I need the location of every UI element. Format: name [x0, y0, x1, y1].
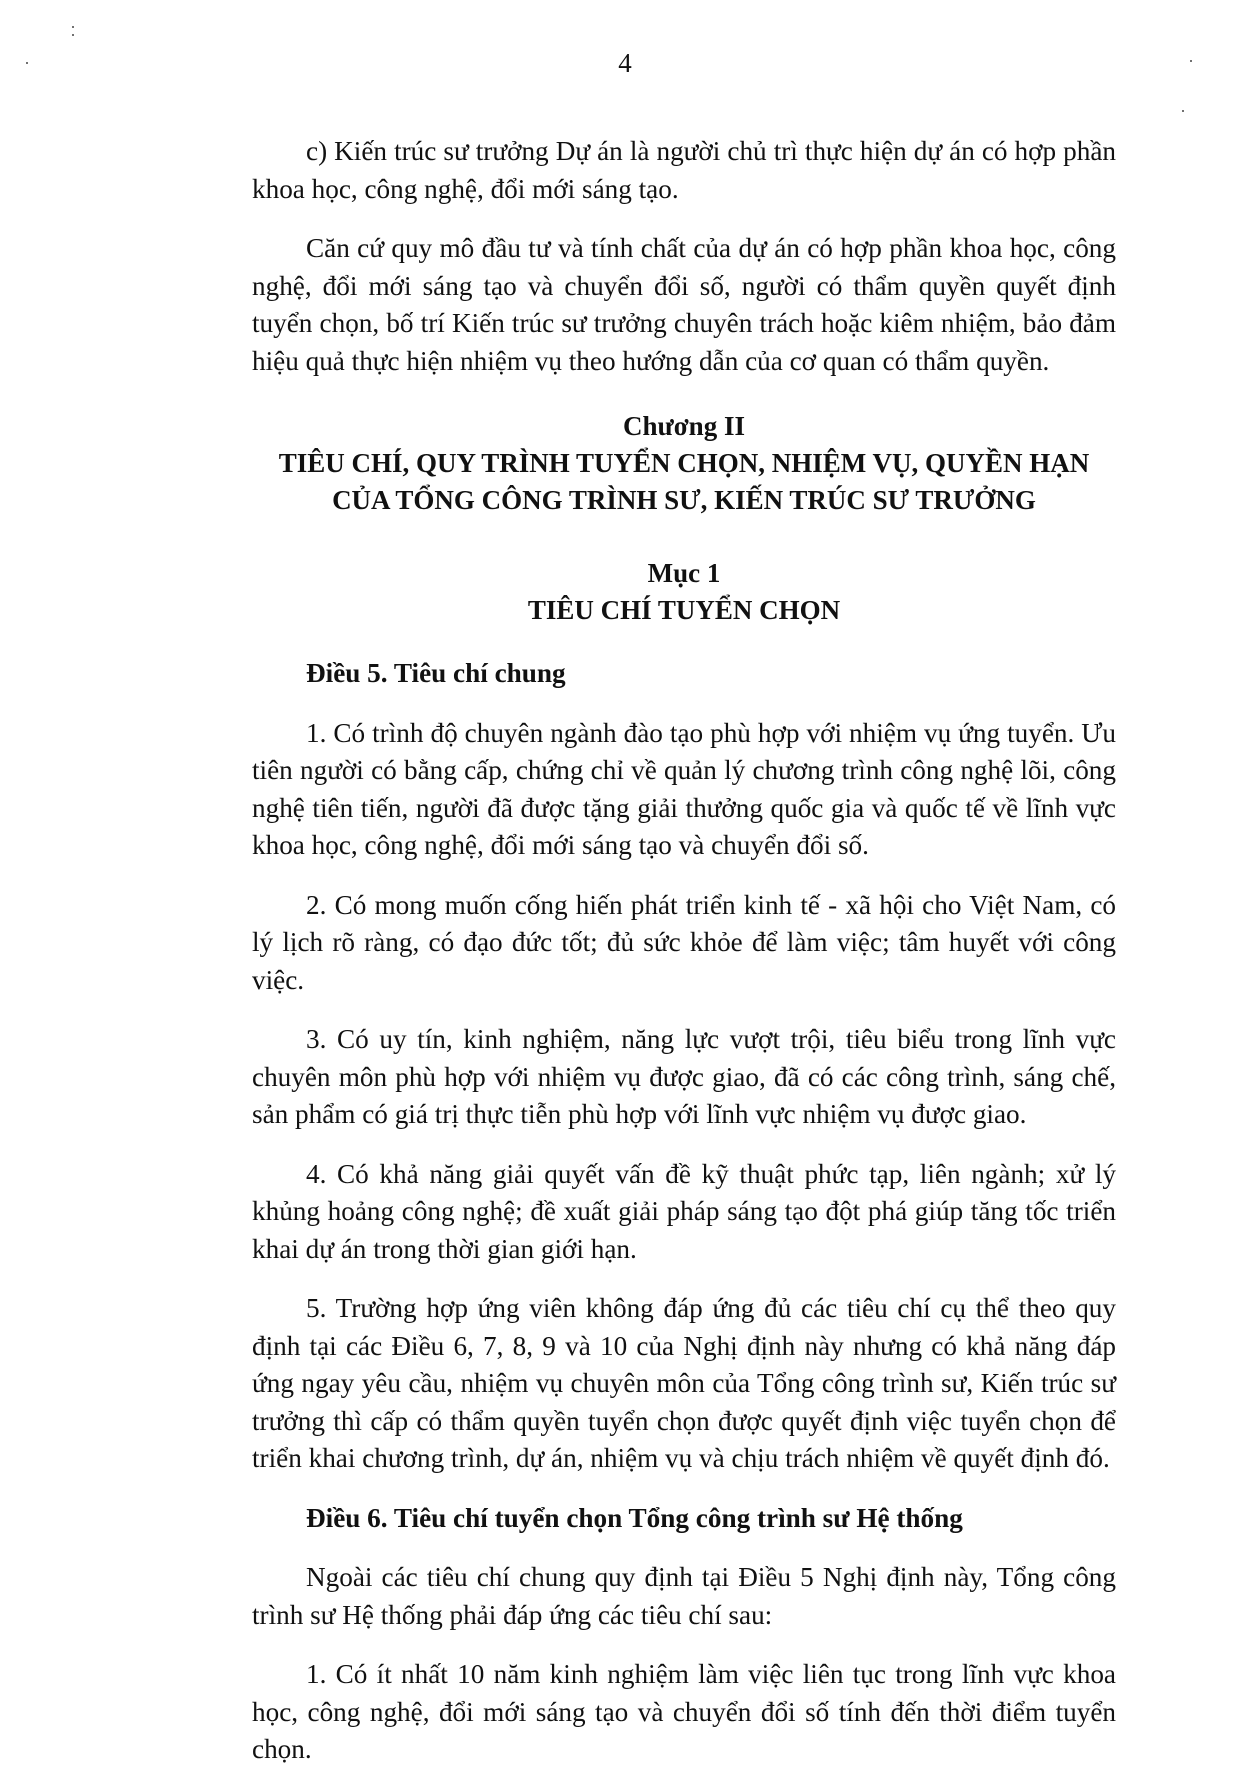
article-clause: 1. Có ít nhất 10 năm kinh nghiệm làm việc liên tục trong lĩnh vực khoa học, công nghệ, đổi mới sáng tạo và chuyển đổi số tính đến thời điểm tuyển chọn.	[252, 1659, 1116, 1764]
page-number: 4	[618, 48, 632, 78]
scan-speck	[72, 26, 74, 28]
section-heading	[252, 555, 1116, 629]
document-body	[252, 133, 1116, 1791]
article-clause: 4. Có khả năng giải quyết vấn đề kỹ thuật phức tạp, liên ngành; xử lý khủng hoảng công nghệ; đề xuất giải pháp sáng tạo đột phá giúp tăng tốc triển khai dự án trong thời gian giới hạn.	[252, 1158, 1116, 1264]
article-clause: 3. Có uy tín, kinh nghiệm, năng lực vượt trội, tiêu biểu trong lĩnh vực chuyên môn phù hợp với nhiệm vụ được giao, đã có các công trình, sáng chế, sản phẩm có giá trị thực tiễn phù hợp với lĩnh vực nhiệm vụ được giao.	[252, 1024, 1116, 1129]
intro-paragraph: Căn cứ quy mô đầu tư và tính chất của dự án có hợp phần khoa học, công nghệ, đổi mới sáng tạo và chuyển đổi số, người có thẩm quyền quyết định tuyển chọn, bố trí Kiến trúc sư trưởng chuyên trách hoặc kiêm nhiệm, bảo đảm hiệu quả thực hiện nhiệm vụ theo hướng dẫn của cơ quan có thẩm quyền.	[252, 233, 1116, 376]
article-clause: Ngoài các tiêu chí chung quy định tại Điều 5 Nghị định này, Tổng công trình sư Hệ thống phải đáp ứng các tiêu chí sau:	[252, 1562, 1116, 1630]
article-clause: 5. Trường hợp ứng viên không đáp ứng đủ các tiêu chí cụ thể theo quy định tại các Điều 6, 7, 8, 9 và 10 của Nghị định này nhưng có khả năng đáp ứng ngay yêu cầu, nhiệm vụ chuyên môn của Tổng công trình sư, Kiến trúc sư trưởng thì cấp có thẩm quyền tuyển chọn được quyết định việc tuyển chọn để triển khai chương trình, dự án, nhiệm vụ và chịu trách nhiệm về quyết định đó.	[252, 1293, 1116, 1473]
chapter-label: Chương II	[623, 411, 745, 441]
article-5	[252, 655, 1116, 1478]
chapter-heading	[252, 408, 1116, 519]
chapter-title-line1: TIÊU CHÍ, QUY TRÌNH TUYỂN CHỌN, NHIỆM VỤ, QUYỀN HẠN	[278, 448, 1090, 478]
article-clause: 2. Có mong muốn cống hiến phát triển kinh tế - xã hội cho Việt Nam, có lý lịch rõ ràng, có đạo đức tốt; đủ sức khỏe để làm việc; tâm huyết với công việc.	[252, 889, 1116, 995]
article-6	[252, 1500, 1116, 1769]
scan-speck	[72, 34, 74, 36]
article-clause: 1. Có trình độ chuyên ngành đào tạo phù hợp với nhiệm vụ ứng tuyển. Ưu tiên người có bằng cấp, chứng chỉ về quản lý chương trình công nghệ lõi, công nghệ tiên tiến, người đã được tặng giải thưởng quốc gia và quốc tế về lĩnh vực khoa học, công nghệ, đổi mới sáng tạo và chuyển đổi số.	[252, 717, 1116, 860]
section-title: TIÊU CHÍ TUYỂN CHỌN	[527, 595, 841, 625]
article-title: Điều 6. Tiêu chí tuyển chọn Tổng công trình sư Hệ thống	[306, 1502, 963, 1533]
scan-speck	[1182, 110, 1184, 112]
article-title: Điều 5. Tiêu chí chung	[306, 658, 566, 688]
intro-paragraph: c) Kiến trúc sư trưởng Dự án là người chủ trì thực hiện dự án có hợp phần khoa học, công nghệ, đổi mới sáng tạo.	[252, 136, 1116, 204]
chapter-title-line2: CỦA TỔNG CÔNG TRÌNH SƯ, KIẾN TRÚC SƯ TRƯỞNG	[332, 485, 1036, 515]
section-label: Mục 1	[647, 558, 721, 588]
